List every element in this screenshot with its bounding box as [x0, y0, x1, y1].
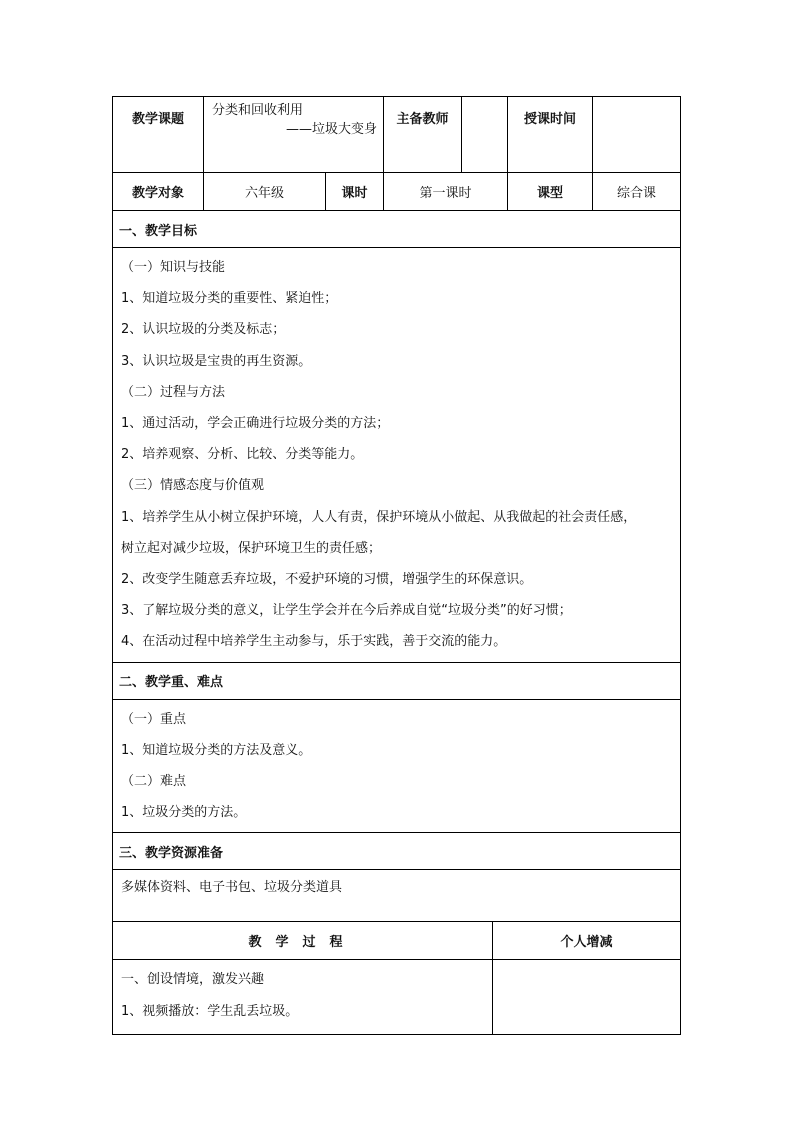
topic-label: 教学课题: [113, 97, 204, 173]
resources-title: 三、教学资源准备: [113, 833, 681, 870]
time-label: 授课时间: [508, 97, 593, 173]
process-body: [113, 960, 493, 1035]
period-value: 第一课时: [384, 173, 508, 211]
resources-body-row: [113, 870, 681, 922]
keypoints-body: [113, 699, 681, 833]
process-table: [112, 921, 681, 1035]
object-value: 六年级: [204, 173, 326, 211]
goals-line: 3、认识垃圾是宝贵的再生资源。: [121, 353, 312, 369]
goals-title: 一、教学目标: [113, 211, 681, 248]
keypoints-line: （二）难点: [121, 774, 187, 790]
goals-body-row: [113, 248, 681, 663]
goals-line: （三）情感态度与价值观: [121, 478, 265, 494]
goals-line: 1、通过活动，学会正确进行垃圾分类的方法；: [121, 416, 390, 432]
header-row-2: [113, 173, 681, 211]
period-label: 课时: [326, 173, 384, 211]
goals-line: （一）知识与技能: [121, 260, 226, 275]
resources-title-row: [113, 833, 681, 870]
goals-body: [113, 248, 681, 663]
keypoints-line: （一）重点: [121, 711, 187, 727]
object-label: 教学对象: [113, 173, 204, 211]
process-line: 1、视频播放：学生乱丢垃圾。: [121, 1003, 299, 1019]
time-value: [593, 97, 681, 173]
goals-line: 4、在活动过程中培养学生主动参与，乐于实践，善于交流的能力。: [121, 634, 507, 650]
goals-line: 树立起对减少垃圾，保护环境卫生的责任感；: [121, 540, 382, 556]
process-body-row: [113, 960, 681, 1035]
lesson-plan: [112, 96, 680, 1035]
teacher-label: 主备教师: [384, 97, 462, 173]
goals-line: 2、认识垃圾的分类及标志；: [121, 322, 286, 338]
topic-subtitle: ——垃圾大变身: [286, 122, 378, 137]
keypoints-title: 二、教学重、难点: [113, 662, 681, 699]
goals-line: 2、培养观察、分析、比较、分类等能力。: [121, 447, 364, 463]
goals-line: 3、了解垃圾分类的意义，让学生学会并在今后养成自觉“垃圾分类”的好习惯；: [121, 603, 572, 619]
goals-line: 2、改变学生随意丢弃垃圾，不爱护环境的习惯，增强学生的环保意识。: [121, 572, 533, 588]
type-label: 课型: [508, 173, 593, 211]
resources-body: 多媒体资料、电子书包、垃圾分类道具: [113, 870, 681, 922]
type-value: 综合课: [593, 173, 681, 211]
goals-title-row: [113, 211, 681, 248]
topic-title: 分类和回收利用: [212, 103, 304, 118]
topic-cell: [204, 97, 384, 173]
keypoints-line: 1、知道垃圾分类的方法及意义。: [121, 742, 312, 758]
goals-line: （二）过程与方法: [121, 384, 226, 400]
goals-line: 1、知道垃圾分类的重要性、紧迫性；: [121, 291, 338, 307]
keypoints-body-row: [113, 699, 681, 833]
process-title: [113, 922, 493, 960]
keypoints-title-row: [113, 662, 681, 699]
process-line: 一、创设情境，激发兴趣: [121, 972, 265, 988]
process-title-text: 教学过程: [248, 935, 357, 951]
header-row-1: [113, 97, 681, 173]
teacher-value: [462, 97, 508, 173]
keypoints-line: 1、垃圾分类的方法。: [121, 805, 247, 821]
process-side-title: 个人增减: [493, 922, 681, 960]
lesson-plan-table: [112, 96, 681, 922]
process-header-row: [113, 922, 681, 960]
goals-line: 1、培养学生从小树立保护环境，人人有责，保护环境从小做起、从我做起的社会责任感，: [121, 509, 637, 525]
process-side-body: [493, 960, 681, 1035]
